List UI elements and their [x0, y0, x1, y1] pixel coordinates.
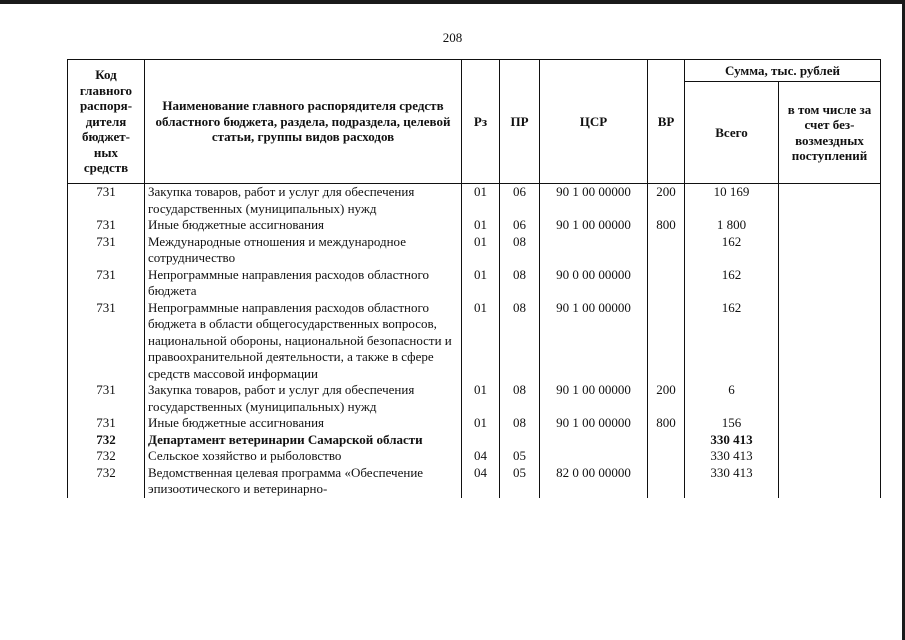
- row-name: Сельское хозяйство и рыболовство: [145, 448, 462, 465]
- table-row: [68, 267, 881, 300]
- row-csr: [540, 432, 648, 449]
- row-code: 731: [68, 300, 145, 383]
- row-name: Закупка товаров, работ и услуг для обеспечения государственных (муниципальных) нужд: [145, 382, 462, 415]
- table-row: [68, 432, 881, 449]
- row-code: 732: [68, 465, 145, 498]
- row-pr: 05: [500, 465, 540, 498]
- row-free: [779, 267, 881, 300]
- row-vr: 800: [648, 217, 685, 234]
- row-vr: [648, 465, 685, 498]
- row-csr: [540, 448, 648, 465]
- row-csr: [540, 234, 648, 267]
- table-row: [68, 382, 881, 415]
- header-total: Всего: [685, 82, 779, 184]
- row-name: Ведомственная целевая программа «Обеспечение эпизоотического и ветеринарно-: [145, 465, 462, 498]
- row-pr: 06: [500, 217, 540, 234]
- row-csr: 90 1 00 00000: [540, 300, 648, 383]
- row-name: Закупка товаров, работ и услуг для обеспечения государственных (муниципальных) нужд: [145, 184, 462, 218]
- row-rz: 01: [462, 234, 500, 267]
- row-code: 731: [68, 267, 145, 300]
- row-free: [779, 234, 881, 267]
- table-row: [68, 465, 881, 498]
- row-free: [779, 448, 881, 465]
- row-free: [779, 217, 881, 234]
- row-vr: [648, 448, 685, 465]
- row-code: 731: [68, 217, 145, 234]
- row-total: 162: [685, 300, 779, 383]
- row-free: [779, 415, 881, 432]
- header-rz: Рз: [462, 60, 500, 184]
- row-free: [779, 184, 881, 218]
- row-total: 10 169: [685, 184, 779, 218]
- row-pr: 06: [500, 184, 540, 218]
- row-rz: 01: [462, 267, 500, 300]
- row-csr: 90 1 00 00000: [540, 217, 648, 234]
- row-pr: [500, 432, 540, 449]
- row-pr: 05: [500, 448, 540, 465]
- table-row: [68, 300, 881, 383]
- row-csr: 90 1 00 00000: [540, 382, 648, 415]
- row-vr: 800: [648, 415, 685, 432]
- table-row: [68, 217, 881, 234]
- row-code: 732: [68, 432, 145, 449]
- row-vr: [648, 300, 685, 383]
- row-total: 156: [685, 415, 779, 432]
- header-csr: ЦСР: [540, 60, 648, 184]
- row-vr: 200: [648, 184, 685, 218]
- row-total: 6: [685, 382, 779, 415]
- row-total: 330 413: [685, 465, 779, 498]
- row-csr: 90 0 00 00000: [540, 267, 648, 300]
- row-name: Департамент ветеринарии Самарской области: [145, 432, 462, 449]
- row-vr: [648, 267, 685, 300]
- row-code: 731: [68, 382, 145, 415]
- table-row: [68, 234, 881, 267]
- row-name: Непрограммные направления расходов областного бюджета: [145, 267, 462, 300]
- row-name: Иные бюджетные ассигнования: [145, 217, 462, 234]
- row-pr: 08: [500, 267, 540, 300]
- row-name: Непрограммные направления расходов областного бюджета в области общегосударственных вопросов, национальной обороны, национальной безопасности и правоохранительной деятельности, а также в сфере средств массовой информации: [145, 300, 462, 383]
- row-name: Международные отношения и международное сотрудничество: [145, 234, 462, 267]
- header-sum: Сумма, тыс. рублей: [685, 60, 881, 82]
- row-total: 1 800: [685, 217, 779, 234]
- page-top-border: [0, 0, 905, 4]
- row-total: 330 413: [685, 448, 779, 465]
- row-name: Иные бюджетные ассигнования: [145, 415, 462, 432]
- row-pr: 08: [500, 234, 540, 267]
- row-free: [779, 382, 881, 415]
- row-total: 330 413: [685, 432, 779, 449]
- page-number: 208: [442, 30, 463, 45]
- header-free: в том числе за счет без-возмездных поступлений: [779, 82, 881, 184]
- row-pr: 08: [500, 300, 540, 383]
- table-header: [68, 60, 881, 184]
- row-pr: 08: [500, 415, 540, 432]
- header-pr: ПР: [500, 60, 540, 184]
- row-rz: 04: [462, 448, 500, 465]
- table-row: [68, 415, 881, 432]
- table-row: [68, 448, 881, 465]
- row-rz: 01: [462, 300, 500, 383]
- row-free: [779, 465, 881, 498]
- row-vr: [648, 432, 685, 449]
- row-free: [779, 300, 881, 383]
- row-rz: 01: [462, 184, 500, 218]
- row-total: 162: [685, 234, 779, 267]
- row-rz: [462, 432, 500, 449]
- header-vr: ВР: [648, 60, 685, 184]
- row-vr: [648, 234, 685, 267]
- table-row: [68, 184, 881, 218]
- row-csr: 90 1 00 00000: [540, 415, 648, 432]
- row-rz: 01: [462, 382, 500, 415]
- row-code: 732: [68, 448, 145, 465]
- row-vr: 200: [648, 382, 685, 415]
- row-rz: 01: [462, 217, 500, 234]
- row-code: 731: [68, 415, 145, 432]
- header-name: Наименование главного распорядителя средств областного бюджета, раздела, подраздела, целевой статьи, группы видов расходов: [145, 60, 462, 184]
- row-csr: 90 1 00 00000: [540, 184, 648, 218]
- header-code: Код главного распоря-дителя бюджет-ных средств: [68, 60, 145, 184]
- row-total: 162: [685, 267, 779, 300]
- row-pr: 08: [500, 382, 540, 415]
- row-code: 731: [68, 184, 145, 218]
- budget-table: [67, 59, 881, 498]
- row-free: [779, 432, 881, 449]
- row-rz: 04: [462, 465, 500, 498]
- table-body: [68, 184, 881, 498]
- row-csr: 82 0 00 00000: [540, 465, 648, 498]
- row-rz: 01: [462, 415, 500, 432]
- row-code: 731: [68, 234, 145, 267]
